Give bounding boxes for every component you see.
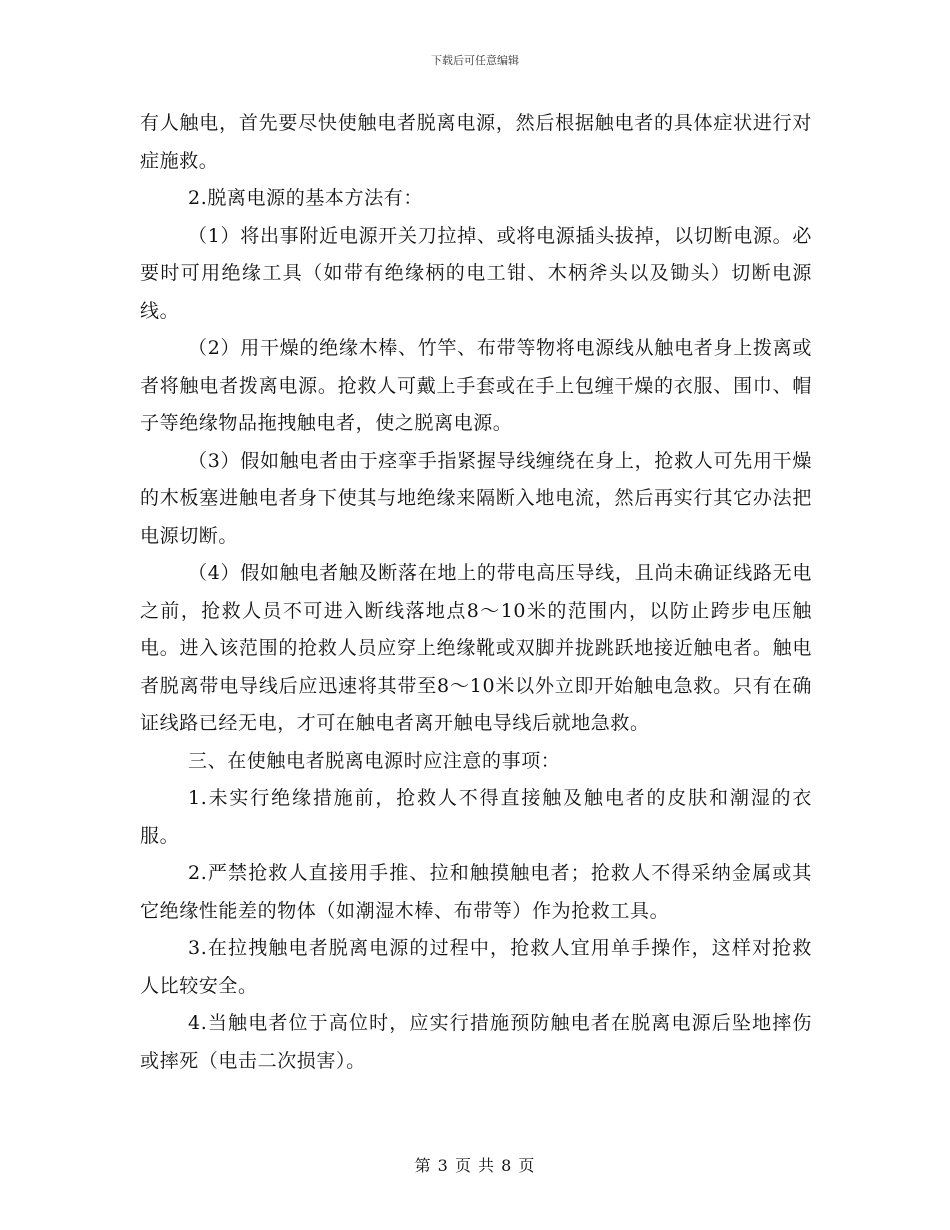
page-number-footer: 第 3 页 共 8 页 (414, 1156, 536, 1175)
paragraph-method-4: （4）假如触电者触及断落在地上的带电高压导线，且尚未确证线路无电之前，抢救人员不可进入断线落地点8～10米的范围内，以防止跨步电压触电。进入该范围的抢救人员应穿上绝缘靴或双脚并拢跳跃地接近触电者。触电者脱离带电导线后应迅速将其带至8～10米以外立即开始触电急救。只有在确证线路已经无电，才可在触电者离开触电导线后就地急救。 (140, 562, 812, 734)
paragraph-method-1: （1）将出事附近电源开关刀拉掉、或将电源插头拔掉，以切断电源。必要时可用绝缘工具（如带有绝缘柄的电工钳、木柄斧头以及锄头）切断电源线。 (140, 224, 812, 322)
section-2-heading: 2.脱离电源的基本方法有： (188, 187, 423, 209)
paragraph-intro: 有人触电，首先要尽快使触电者脱离电源，然后根据触电者的具体症状进行对症施救。 (140, 112, 812, 172)
page-header: 下载后可任意编辑 (431, 54, 519, 67)
section-3-heading: 三、在使触电者脱离电源时应注意的事项： (188, 749, 561, 772)
paragraph-note-2: 2.严禁抢救人直接用手推、拉和触摸触电者；抢救人不得采纳金属或其它绝缘性能差的物体（如潮湿木棒、布带等）作为抢救工具。 (140, 862, 812, 922)
paragraph-method-2: （2）用干燥的绝缘木棒、竹竿、布带等物将电源线从触电者身上拨离或者将触电者拨离电源。抢救人可戴上手套或在手上包缠干燥的衣服、围巾、帽子等绝缘物品拖拽触电者，使之脱离电源。 (140, 337, 812, 434)
paragraph-method-3: （3）假如触电者由于痉挛手指紧握导线缠绕在身上，抢救人可先用干燥的木板塞进触电者身下使其与地绝缘来隔断入地电流，然后再实行其它办法把电源切断。 (140, 449, 812, 547)
document-body (140, 105, 812, 1080)
paragraph-note-1: 1.未实行绝缘措施前，抢救人不得直接触及触电者的皮肤和潮湿的衣服。 (140, 787, 812, 847)
paragraph-note-3: 3.在拉拽触电者脱离电源的过程中，抢救人宜用单手操作，这样对抢救人比较安全。 (140, 937, 812, 997)
paragraph-note-4: 4.当触电者位于高位时，应实行措施预防触电者在脱离电源后坠地摔伤或摔死（电击二次损害）。 (140, 1012, 812, 1072)
